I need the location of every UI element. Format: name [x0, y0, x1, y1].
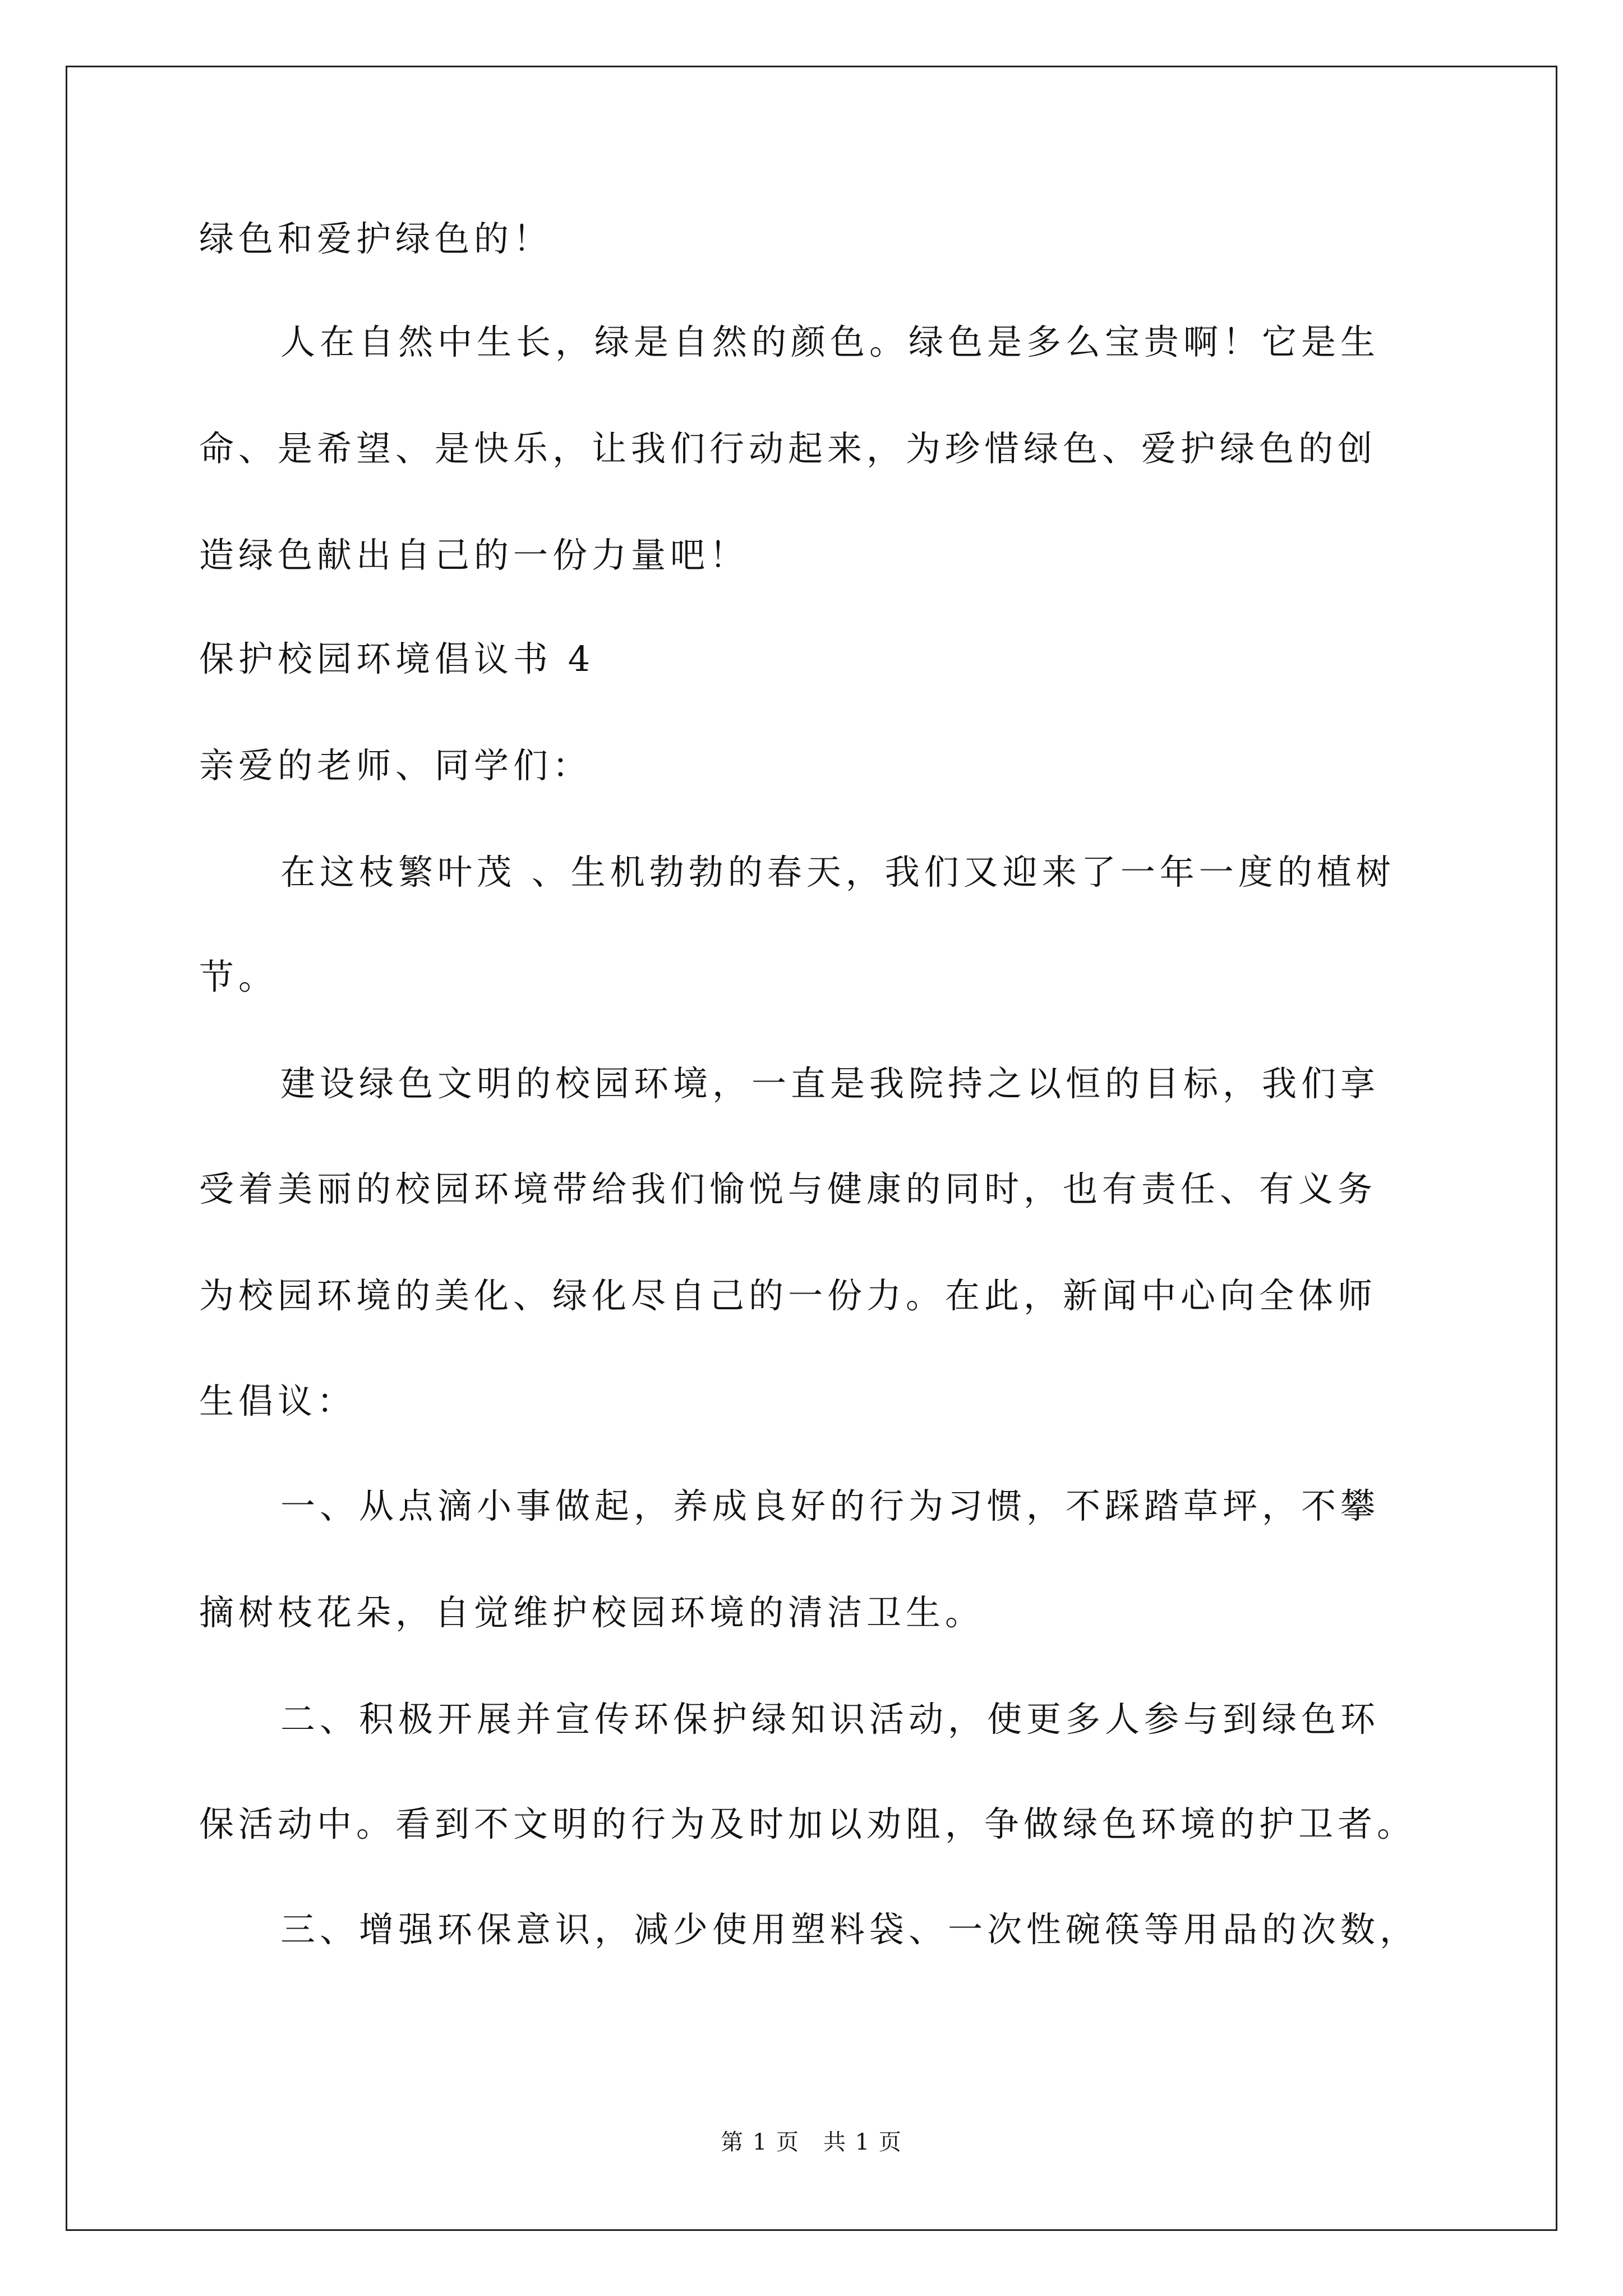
text-line: 人在自然中生长，绿是自然的颜色。绿色是多么宝贵啊！它是生 [280, 321, 1380, 362]
text-line: 命、是希望、是快乐，让我们行动起来，为珍惜绿色、爱护绿色的创 [199, 428, 1377, 469]
text-line: 生倡议： [199, 1381, 357, 1421]
text-line: 绿色和爱护绿色的！ [199, 218, 553, 259]
text-line: 造绿色献出自己的一份力量吧！ [199, 535, 749, 576]
text-line: 建设绿色文明的校园环境，一直是我院持之以恒的目标，我们享 [280, 1063, 1380, 1104]
page-frame [66, 66, 1557, 2231]
salutation: 亲爱的老师、同学们： [199, 745, 592, 786]
text-line: 摘树枝花朵，自觉维护校园环境的清洁卫生。 [199, 1592, 985, 1633]
text-line: 保活动中。看到不文明的行为及时加以劝阻，争做绿色环境的护卫者。 [199, 1803, 1417, 1844]
text-line: 三、增强环保意识，减少使用塑料袋、一次性碗筷等用品的次数， [280, 1909, 1419, 1950]
text-line: 一、从点滴小事做起，养成良好的行为习惯，不踩踏草坪，不攀 [280, 1485, 1380, 1526]
text-line: 为校园环境的美化、绿化尽自己的一份力。在此，新闻中心向全体师 [199, 1275, 1377, 1316]
text-line: 二、积极开展并宣传环保护绿知识活动，使更多人参与到绿色环 [280, 1699, 1380, 1740]
text-line: 在这枝繁叶茂 、生机勃勃的春天，我们又迎来了一年一度的植树 [280, 852, 1395, 892]
section-heading: 保护校园环境倡议书 4 [199, 638, 595, 679]
page-number-footer: 第 1 页 共 1 页 [721, 2129, 902, 2155]
text-line: 受着美丽的校园环境带给我们愉悦与健康的同时，也有责任、有义务 [199, 1168, 1377, 1209]
text-line: 节。 [199, 956, 278, 997]
